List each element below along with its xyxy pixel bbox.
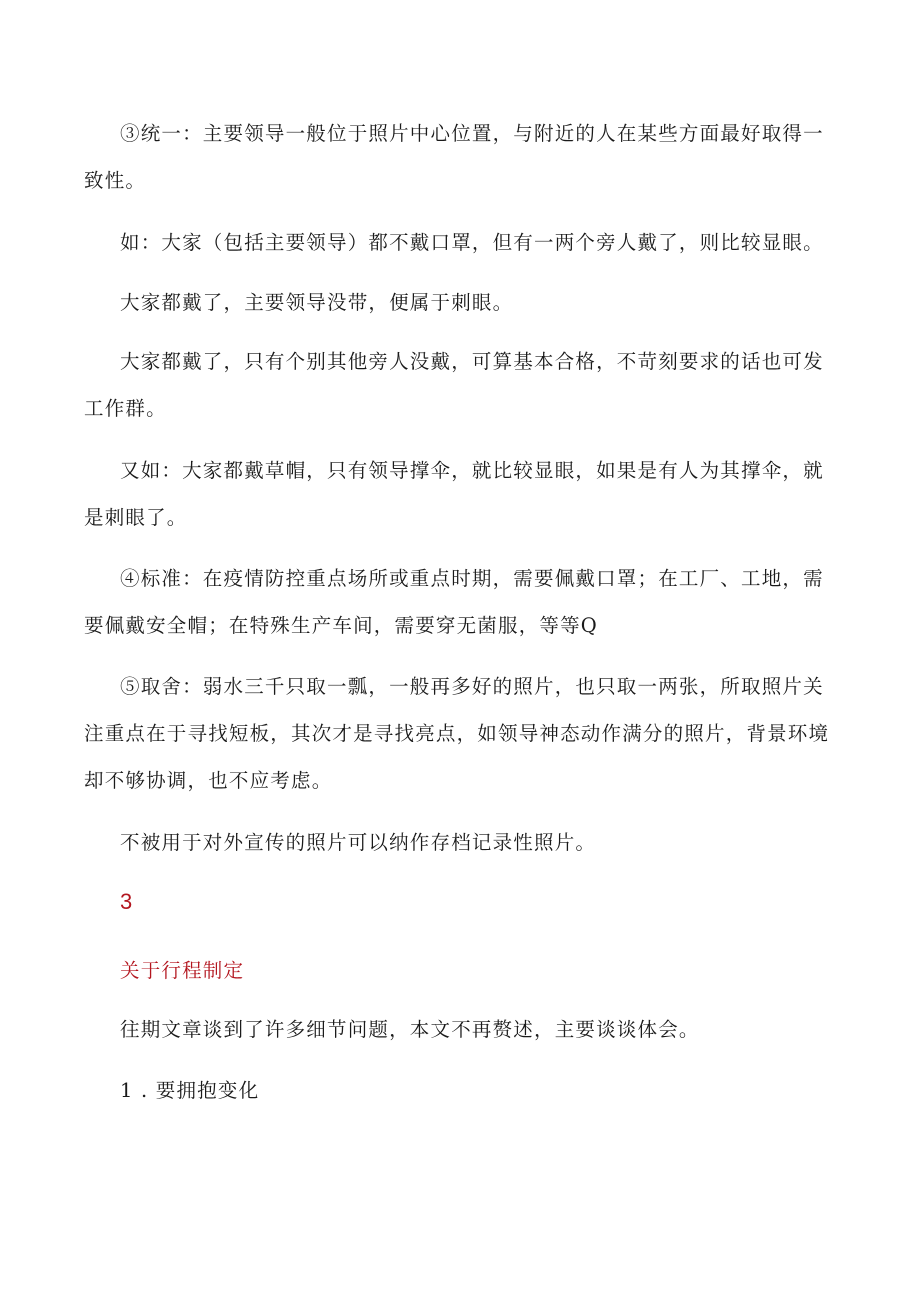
paragraph-basic-pass: 大家都戴了，只有个别其他旁人没戴，可算基本合格，不苛刻要求的话也可发工作群。 <box>84 350 824 420</box>
section-number: 3 <box>120 889 134 914</box>
paragraph-unity: ③统一：主要领导一般位于照片中心位置，与附近的人在某些方面最好取得一致性。 <box>84 122 824 192</box>
paragraph-example-umbrella: 又如：大家都戴草帽，只有领导撑伞，就比较显眼，如果是有人为其撑伞，就是刺眼了。 <box>84 459 824 529</box>
paragraph-example-masks: 如：大家（包括主要领导）都不戴口罩，但有一两个旁人戴了，则比较显眼。 <box>120 231 824 254</box>
list-item-1: 1 . 要拥抱变化 <box>120 1079 260 1102</box>
paragraph-archive: 不被用于对外宣传的照片可以纳作存档记录性照片。 <box>120 831 597 854</box>
paragraph-selection: ⑤取舍：弱水三千只取一瓢，一般再多好的照片，也只取一两张，所取照片关注重点在于寻找短板，其次才是寻找亮点，如领导神态动作满分的照片，背景环境却不够协调，也不应考虑。 <box>84 675 830 792</box>
paragraph-standard: ④标准：在疫情防控重点场所或重点时期，需要佩戴口罩；在工厂、工地，需要佩戴安全帽；在特殊生产车间，需要穿无菌服，等等Q <box>84 567 824 637</box>
section-title: 关于行程制定 <box>120 959 245 982</box>
paragraph-intro: 往期文章谈到了许多细节问题，本文不再赘述，主要谈谈体会。 <box>120 1018 700 1041</box>
paragraph-leader-no-mask: 大家都戴了，主要领导没带，便属于刺眼。 <box>120 291 514 314</box>
